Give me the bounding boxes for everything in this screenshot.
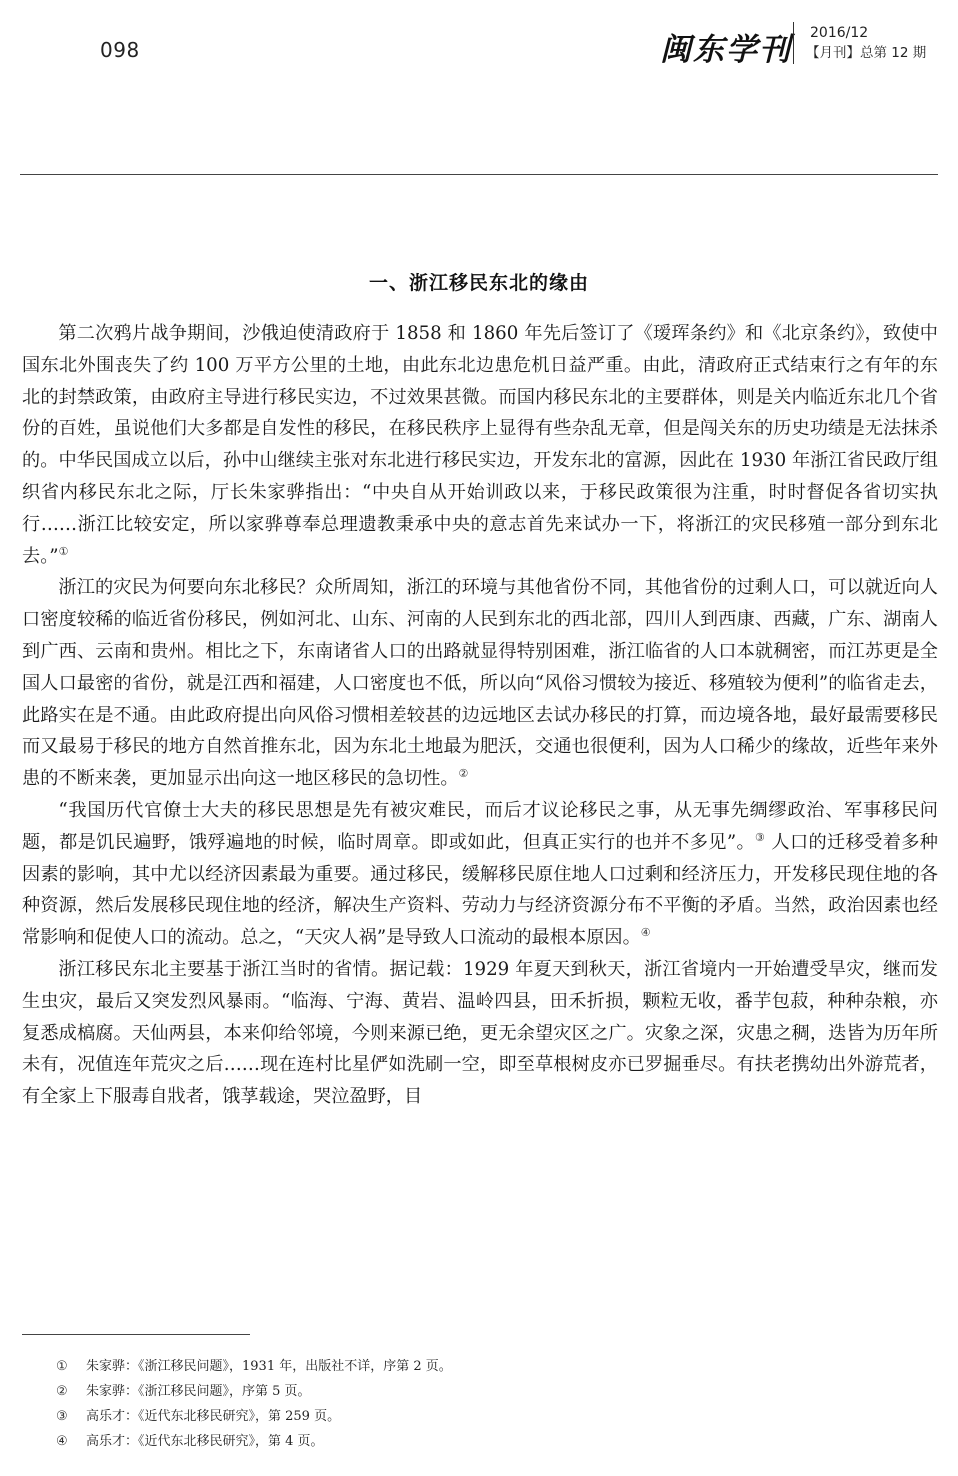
issue-volume: 【月刊】总第 12 期 bbox=[806, 45, 927, 61]
footnote bbox=[56, 1382, 916, 1407]
paragraph-text: 浙江移民东北主要基于浙江当时的省情。据记载：1929 年夏天到秋天，浙江省境内一开始遭受旱灾，继而发生虫灾，最后又突发烈风暴雨。“临海、宁海、黄岩、温岭四县，田禾折损，颗粒无收，番芋包菽，种种杂粮，亦复悉成槁腐。天仙两县，本来仰给邻境，今则来源已绝，更无余望灾区之广。灾象之深，灾患之稠，迭皆为历年所未有，况值连年荒灾之后……现在连村比星俨如洗刷一空，即至草根树皮亦已罗掘垂尽。有扶老携幼出外游荒者，有全家上下服毒自戕者，饿莩载途，哭泣盈野，目 bbox=[22, 958, 938, 1108]
footnote-text: 朱家骅：《浙江移民问题》，1931 年，出版社不详，序第 2 页。 bbox=[86, 1359, 452, 1374]
paragraph-text: “我国历代官僚士大夫的移民思想是先有被灾难民，而后才议论移民之事，从无事先绸缪政治、军事移民问题，都是饥民遍野，饿殍遍地的时候，临时周章。即或如此，但真正实行的也并不多见”。 bbox=[22, 799, 938, 853]
paragraph-text: 第二次鸦片战争期间，沙俄迫使清政府于 1858 和 1860 年先后签订了《瑷珲条约》和《北京条约》，致使中国东北外围丧失了约 100 万平方公里的土地，由此东北边患危机日益严重。由此，清政府正式结束行之有年的东北的封禁政策，由政府主导进行移民实边，不过效果甚微。而国内移民东北的主要群体，则是关内临近东北几个省份的百姓，虽说他们大多都是自发性的移民，在移民秩序上显得有些杂乱无章，但是闯关东的历史功绩是无法抹杀的。中华民国成立以后，孙中山继续主张对东北进行移民实边，开发东北的富源，因此在 1930 年浙江省民政厅组织省内移民东北之际，厅长朱家骅指出：“中央自从开始训政以来，于移民政策很为注重，时时督促各省切实执行……浙江比较安定，所以家骅尊奉总理遗教秉承中央的意志首先来试办一下，将浙江的灾民移殖一部分到东北去。” bbox=[22, 323, 938, 567]
paragraph-text: 人口的迁移受着多种因素的影响，其中尤以经济因素最为重要。通过移民，缓解移民原住地人口过剩和经济压力，开发移民现住地的各种资源，然后发展移民现住地的经济，解决生产资料、劳动力与经济资源分布不平衡的矛盾。当然，政治因素也经常影响和促使人口的流动。总之，“天灾人祸”是导致人口流动的最根本原因。 bbox=[22, 831, 938, 949]
footnotes bbox=[56, 1357, 916, 1457]
paragraph-text: 浙江的灾民为何要向东北移民？众所周知，浙江的环境与其他省份不同，其他省份的过剩人口，可以就近向人口密度较稀的临近省份移民，例如河北、山东、河南的人民到东北的西北部，四川人到西康、西藏，广东、湖南人到广西、云南和贵州。相比之下，东南诸省人口的出路就显得特别困难，浙江临省的人口本就稠密，而江苏更是全国人口最密的省份，就是江西和福建，人口密度也不低，所以向“风俗习惯较为接近、移殖较为便利”的临省走去，此路实在是不通。由此政府提出向风俗习惯相差较甚的边远地区去试办移民的打算，而边境各地，最好最需要移民而又最易于移民的地方自然首推东北，因为东北土地最为肥沃，交通也很便利，因为人口稀少的缘故，近些年来外患的不断来袭，更加显示出向这一地区移民的急切性。 bbox=[22, 577, 938, 790]
paragraph-1 bbox=[22, 318, 938, 572]
footnote-text: 朱家骅：《浙江移民问题》，序第 5 页。 bbox=[86, 1384, 311, 1399]
footnote-reference[interactable]: ② bbox=[458, 767, 469, 781]
footnote bbox=[56, 1407, 916, 1432]
footnote-number: ① bbox=[56, 1359, 68, 1374]
footnote bbox=[56, 1357, 916, 1382]
footnote-number: ② bbox=[56, 1384, 68, 1399]
footnote-rule bbox=[22, 1334, 250, 1335]
footnote-reference[interactable]: ③ bbox=[755, 830, 766, 844]
paragraph-2 bbox=[22, 572, 938, 795]
issue-date: 2016/12 bbox=[810, 25, 869, 41]
footnote-reference[interactable]: ① bbox=[58, 544, 69, 558]
header-vertical-divider bbox=[793, 22, 794, 64]
header-rule bbox=[20, 174, 938, 175]
footnote-text: 高乐才：《近代东北移民研究》，第 4 页。 bbox=[86, 1434, 324, 1449]
paragraph-4 bbox=[22, 954, 938, 1113]
footnote-number: ③ bbox=[56, 1409, 68, 1424]
footnote-reference[interactable]: ④ bbox=[640, 926, 651, 940]
page-number: 098 bbox=[100, 38, 140, 62]
section-heading: 一、浙江移民东北的缘由 bbox=[368, 271, 589, 294]
footnote-text: 高乐才：《近代东北移民研究》，第 259 页。 bbox=[86, 1409, 341, 1424]
footnote-number: ④ bbox=[56, 1434, 68, 1449]
article-body bbox=[22, 318, 938, 1113]
footnote bbox=[56, 1432, 916, 1457]
paragraph-3 bbox=[22, 795, 938, 954]
journal-logo: 闽东学刊 bbox=[660, 32, 792, 68]
